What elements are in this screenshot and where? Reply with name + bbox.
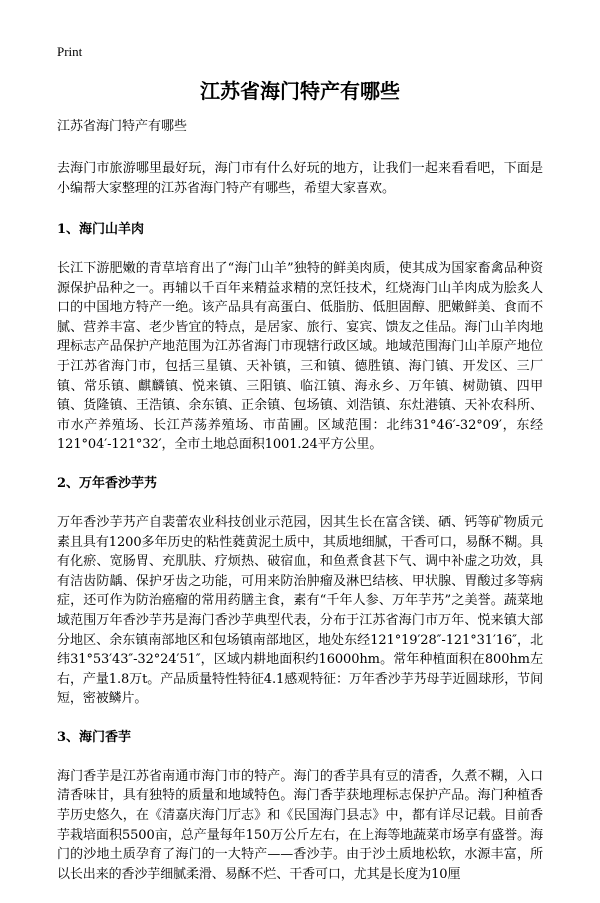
document-subtitle: 江苏省海门特产有哪些 [57, 119, 188, 134]
document-content [57, 117, 543, 903]
section-wannian-taro [57, 474, 543, 709]
intro-paragraph: 去海门市旅游哪里最好玩，海门市有什么好玩的地方，让我们一起来看看吧，下面是小编帮大家整理的江苏省海门特产有哪些，希望大家喜欢。 [57, 161, 543, 196]
section-haimen-taro [57, 728, 543, 885]
section-body: 万年香沙芋艿产自裴蕾农业科技创业示范园，因其生长在富含镁、硒、钙等矿物质元素且具有1200多年历史的粘性蕤黄泥土质中，其质地细腻，干香可口，易酥不糊。具有化瘀、宽肠胃、充肌肤、疗烦热、破宿血，和鱼煮食甚下气、调中补虚之功效，具有洁齿防龋、保护牙齿之功能，可用来防治肿瘤及淋巴结核、甲状腺、胃酸过多等病症，还可作为防治癌瘤的常用药膳主食，素有“千年人参、万年芋艿”之美誉。蔬菜地域范围万年香沙芋艿是海门香沙芋典型代表，分布于江苏省海门市万年、悦来镇大部分地区、余东镇南部地区和包场镇南部地区，地处东经121°19′28″-121°31′16″，北纬31°53′43″-32°24′51″，区域内耕地面积约16000hm。常年种植面积在800hm左右，产量1.8万t。产品质量特性特征4.1感观特征：万年香沙芋艿母芋近圆球形，节间短，密被鳞片。 [57, 514, 543, 707]
section-heading: 3、海门香芋 [57, 729, 132, 745]
section-heading: 2、万年香沙芋艿 [57, 475, 158, 491]
print-link[interactable]: Print [57, 44, 83, 59]
section-lamb [57, 220, 543, 455]
document-title: 江苏省海门特产有哪些 [200, 79, 400, 103]
section-heading: 1、海门山羊肉 [57, 222, 145, 237]
section-body: 海门香芋是江苏省南通市海门市的特产。海门的香芋具有豆的清香，久煮不糊，入口清香味甘，具有独特的质量和地域特色。海门香芋获地理标志保护产品。海门种植香芋历史悠久，在《清嘉庆海门厅志》和《民国海门县志》中，都有详尽记载。目前香芋栽培面积5500亩，总产量每年150万公斤左右，在上海等地蔬菜市场享有盛誉。海门的沙地土质孕育了海门的一大特产——香沙芋。由于沙土质地松软，水源丰富，所以长出来的香沙芋细腻柔滑、易酥不烂、干香可口，尤其是长度为10厘 [57, 768, 543, 882]
section-body: 长江下游肥嫩的青草培育出了“海门山羊”独特的鲜美肉质，使其成为国家畜禽品种资源保护品种之一。再辅以千百年来精益求精的烹饪技术，红烧海门山羊肉成为脍炙人口的中国地方特产一绝。该产品具有高蛋白、低脂肪、低胆固醇、肥嫩鲜美、食而不腻、营养丰富、老少皆宜的特点，是居家、旅行、宴宾、馈友之佳品。海门山羊肉地理标志产品保护产地范围为江苏省海门市现辖行政区域。地域范围海门山羊原产地位于江苏省海门市，包括三星镇、天补镇，三和镇、德胜镇、海门镇、开发区、三厂镇、常乐镇、麒麟镇、悦来镇、三阳镇、临江镇、海永乡、万年镇、树勋镇、四甲镇、货隆镇、王浩镇、余东镇、正余镇、包场镇、刘浩镇、东灶港镇、天补农科所、市水产养殖场、长江芦荡养殖场、市苗圃。区域范围：北纬31°46′-32°09′，东经121°04′-121°32′，全市土地总面积1001.24平方公里。 [57, 261, 543, 453]
